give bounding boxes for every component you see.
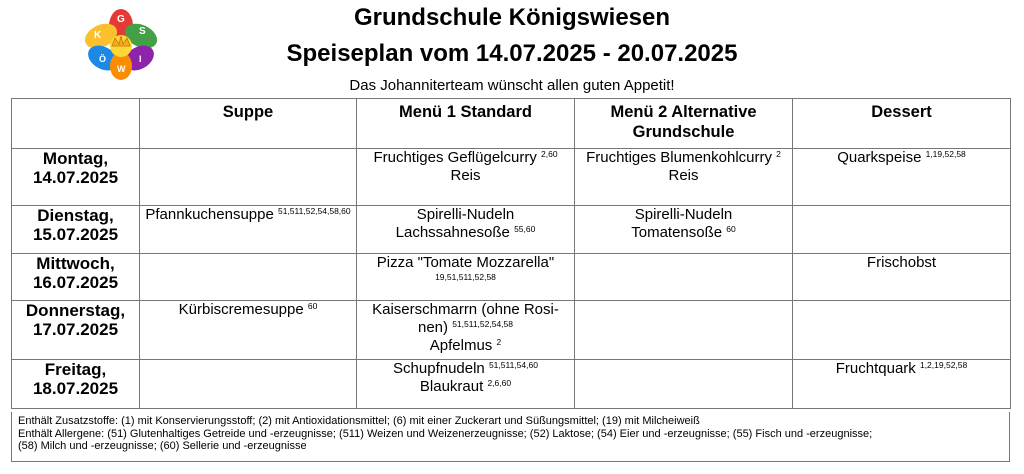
dish-name: Spirelli-Nudeln: [634, 206, 733, 223]
dish-item: [359, 224, 572, 242]
dish-item: [577, 149, 790, 167]
day-name: Dienstag,: [37, 206, 114, 225]
dish-name: Frischobst: [866, 254, 937, 271]
day-cell: [12, 149, 140, 206]
dish-name: Tomatensoße: [631, 224, 723, 241]
day-cell: [12, 301, 140, 360]
dish-name: Apfelmus: [429, 337, 493, 354]
additives-note: Enthält Zusatzstoffe: (1) mit Konservierungsstoff; (2) mit Antioxidationsmittel; (6) mit einer Zuckerart und Süßungsmittel; (19) mit Milcheiweiß: [18, 415, 700, 427]
dish-item: [577, 224, 790, 242]
day-name: Freitag,: [44, 360, 107, 379]
logo-letter-g: G: [117, 14, 125, 25]
allergen-codes: 51,511,52,54,58: [452, 319, 514, 329]
menu-2-cell: [575, 301, 793, 360]
soup-cell: [140, 360, 357, 409]
header-row: [12, 99, 1011, 149]
menu-2-cell: [575, 360, 793, 409]
dish-item: [359, 378, 572, 396]
header-day: [12, 99, 140, 149]
day-cell: [12, 360, 140, 409]
day-row: [12, 149, 1011, 206]
school-name: Grundschule Königswiesen: [353, 4, 671, 31]
day-row: [12, 254, 1011, 301]
menu-1-cell: [357, 149, 575, 206]
logo-letter-s: S: [139, 26, 146, 37]
dish-name: Quarkspeise: [837, 149, 922, 166]
dish-name: Pfannkuchensuppe: [145, 206, 274, 223]
soup-cell: [140, 206, 357, 254]
menu-1-cell: [357, 254, 575, 301]
dish-item: [359, 206, 572, 224]
day-date: 17.07.2025: [32, 320, 119, 339]
menu-1-cell: [357, 360, 575, 409]
menu-body: [12, 149, 1011, 409]
dish-item: [359, 337, 572, 355]
menu-table: [11, 98, 1011, 409]
allergen-codes: 2: [496, 337, 502, 347]
day-cell: [12, 206, 140, 254]
allergen-codes: 51,511,54,60: [488, 360, 538, 370]
dish-name: Kürbiscremesuppe: [178, 301, 304, 318]
day-date: 15.07.2025: [32, 225, 119, 244]
allergen-codes: 2,6,60: [487, 378, 512, 388]
allergen-codes: 51,511,52,54,58,60: [277, 206, 351, 216]
soup-cell: [140, 254, 357, 301]
dish-item: [359, 360, 572, 378]
day-name: Montag,: [42, 149, 109, 168]
day-row: [12, 301, 1011, 360]
dish-name: Reis: [450, 167, 481, 184]
day-date: 16.07.2025: [32, 273, 119, 292]
dish-item: [359, 301, 572, 337]
day-row: [12, 360, 1011, 409]
menu-1-cell: [357, 301, 575, 360]
logo-letter-k: K: [94, 30, 102, 41]
soup-cell: [140, 301, 357, 360]
allergen-codes: 19,51,511,52,58: [435, 272, 496, 282]
dish-name: Kaiserschmarrn (ohne Rosi-nen): [372, 301, 559, 336]
dessert-cell: [793, 301, 1011, 360]
day-cell: [12, 254, 140, 301]
allergens-note-continued: (58) Milch und -erzeugnisse; (60) Sellerie und -erzeugnisse: [18, 440, 307, 452]
day-row: [12, 206, 1011, 254]
day-name: Donnerstag,: [25, 301, 126, 320]
dish-item: [795, 360, 1008, 378]
dish-item: [795, 254, 1008, 272]
allergen-codes: 60: [726, 224, 736, 234]
menu-2-cell: [575, 254, 793, 301]
day-date: 14.07.2025: [32, 168, 119, 187]
dessert-cell: [793, 360, 1011, 409]
dish-item: [577, 206, 790, 224]
dish-item: [359, 167, 572, 185]
day-date: 18.07.2025: [32, 379, 119, 398]
header-menu-2: Menü 2 Alternative Grundschule: [575, 99, 793, 149]
allergen-codes: 2,60: [541, 149, 558, 159]
dish-name: Lachssahnesoße: [395, 224, 510, 241]
dish-name: Schupfnudeln: [393, 360, 485, 377]
dish-item: [577, 167, 790, 185]
greeting-text: Das Johanniterteam wünscht allen guten Appetit!: [349, 77, 675, 94]
allergen-codes: 55,60: [514, 224, 536, 234]
dish-name: Pizza "Tomate Mozzarella": [376, 254, 555, 271]
soup-cell: [140, 149, 357, 206]
dish-name: Fruchtquark: [835, 360, 916, 377]
header-soup: Suppe: [140, 99, 357, 149]
dish-item: [359, 149, 572, 167]
dish-item: [142, 206, 354, 224]
dish-item: [142, 301, 354, 319]
menu-2-cell: [575, 149, 793, 206]
menu-1-cell: [357, 206, 575, 254]
allergen-codes: 1,2,19,52,58: [919, 360, 968, 370]
header-dessert: Dessert: [793, 99, 1011, 149]
header-menu-1: Menü 1 Standard: [357, 99, 575, 149]
plan-title: Speiseplan vom 14.07.2025 - 20.07.2025: [286, 40, 738, 67]
dish-name: Reis: [668, 167, 699, 184]
logo-letter-i: I: [139, 54, 142, 64]
dish-item: [795, 149, 1008, 167]
dish-item: [359, 254, 572, 290]
dessert-cell: [793, 149, 1011, 206]
logo-letter-w: W: [117, 64, 126, 74]
dessert-cell: [793, 206, 1011, 254]
allergen-codes: 2: [776, 149, 781, 159]
allergen-codes: 1,19,52,58: [925, 149, 966, 159]
dish-name: Spirelli-Nudeln: [416, 206, 515, 223]
day-name: Mittwoch,: [36, 254, 115, 273]
allergen-codes: 60: [307, 301, 318, 311]
allergens-note: Enthält Allergene: (51) Glutenhaltiges Getreide und -erzeugnisse; (511) Weizen und Weizenerzeugnisse; (52) Laktose; (54) Eier und -erzeugnisse; (55) Fisch und -erzeugnisse;: [18, 427, 873, 440]
dish-name: Fruchtiges Blumenkohlcurry: [586, 149, 772, 166]
dessert-cell: [793, 254, 1011, 301]
dish-name: Fruchtiges Geflügelcurry: [373, 149, 537, 166]
notes-section: [11, 412, 1010, 462]
menu-2-cell: [575, 206, 793, 254]
logo-letter-oe: Ö: [99, 54, 107, 64]
dish-name: Blaukraut: [419, 378, 484, 395]
